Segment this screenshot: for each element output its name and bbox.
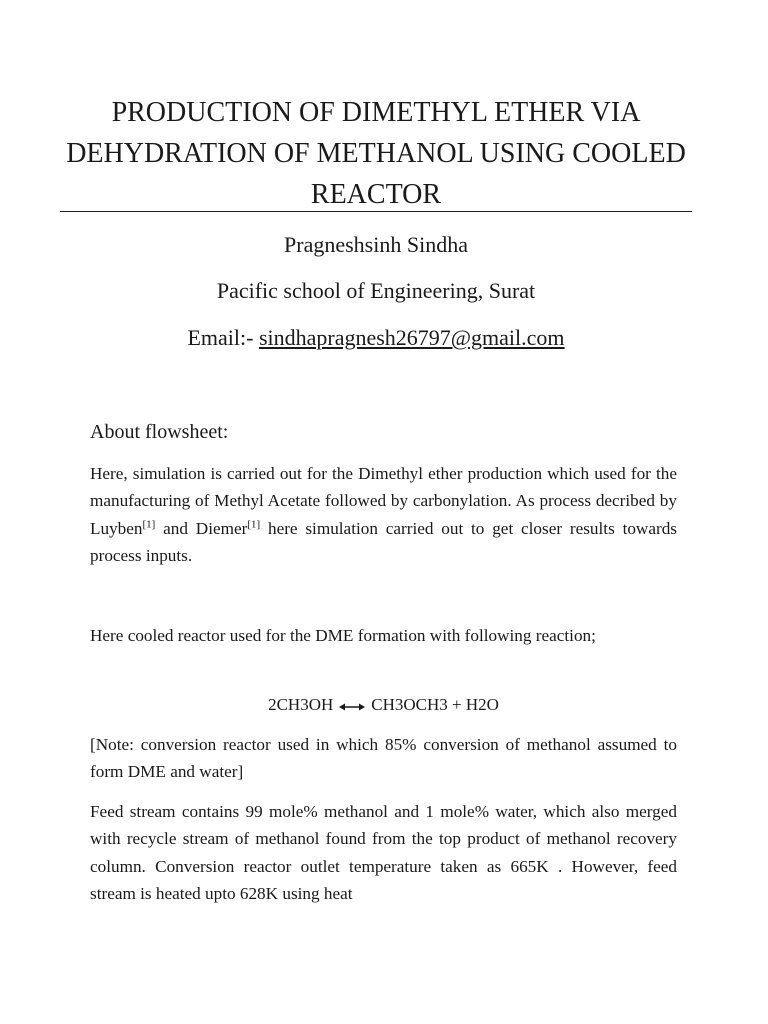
document-title: PRODUCTION OF DIMETHYL ETHER VIA DEHYDRATION OF METHANOL USING COOLED REACTOR xyxy=(66,97,686,210)
double-headed-arrow-icon xyxy=(339,693,365,720)
paragraph-note: [Note: conversion reactor used in which 85% conversion of methanol assumed to form DME and water] xyxy=(90,735,677,782)
section-heading: About flowsheet: xyxy=(90,421,229,443)
citation-diemer[interactable]: [1] xyxy=(247,517,261,530)
paragraph-intro-text-b: and Diemer xyxy=(155,518,248,538)
reaction-equation xyxy=(90,691,677,720)
equation-reactants: 2CH3OH xyxy=(268,695,334,714)
email-link[interactable]: sindhapragnesh26797@gmail.com xyxy=(258,325,565,350)
title-divider xyxy=(60,211,692,212)
paragraph-feed-stream: Feed stream contains 99 mole% methanol and 1 mole% water, which also merged with recycle stream of methanol found from the top product of methanol recovery column. Conversion reactor outlet temperature taken as 665K . However, feed stream is heated upto 628K using heat xyxy=(90,802,677,903)
author-name: Pragneshsinh Sindha xyxy=(284,232,468,257)
citation-luyben[interactable]: [1] xyxy=(142,517,156,530)
email-label: Email:- xyxy=(187,325,259,350)
author-email-line xyxy=(60,324,692,352)
equation-products: CH3OCH3 + H2O xyxy=(371,695,499,714)
paragraph-intro-text-a: Here, simulation is carried out for the Dimethyl ether production which used for the manufacturing of Methyl Acetate followed by carbonylation. As process decribed by Luyben xyxy=(90,464,677,538)
paragraph-intro-text-c: here simulation carried out to get closer results towards process inputs. xyxy=(90,518,677,565)
author-affiliation: Pacific school of Engineering, Surat xyxy=(216,278,536,303)
paragraph-reactor: Here cooled reactor used for the DME formation with following reaction; xyxy=(90,626,596,645)
paragraph-intro xyxy=(90,460,677,569)
